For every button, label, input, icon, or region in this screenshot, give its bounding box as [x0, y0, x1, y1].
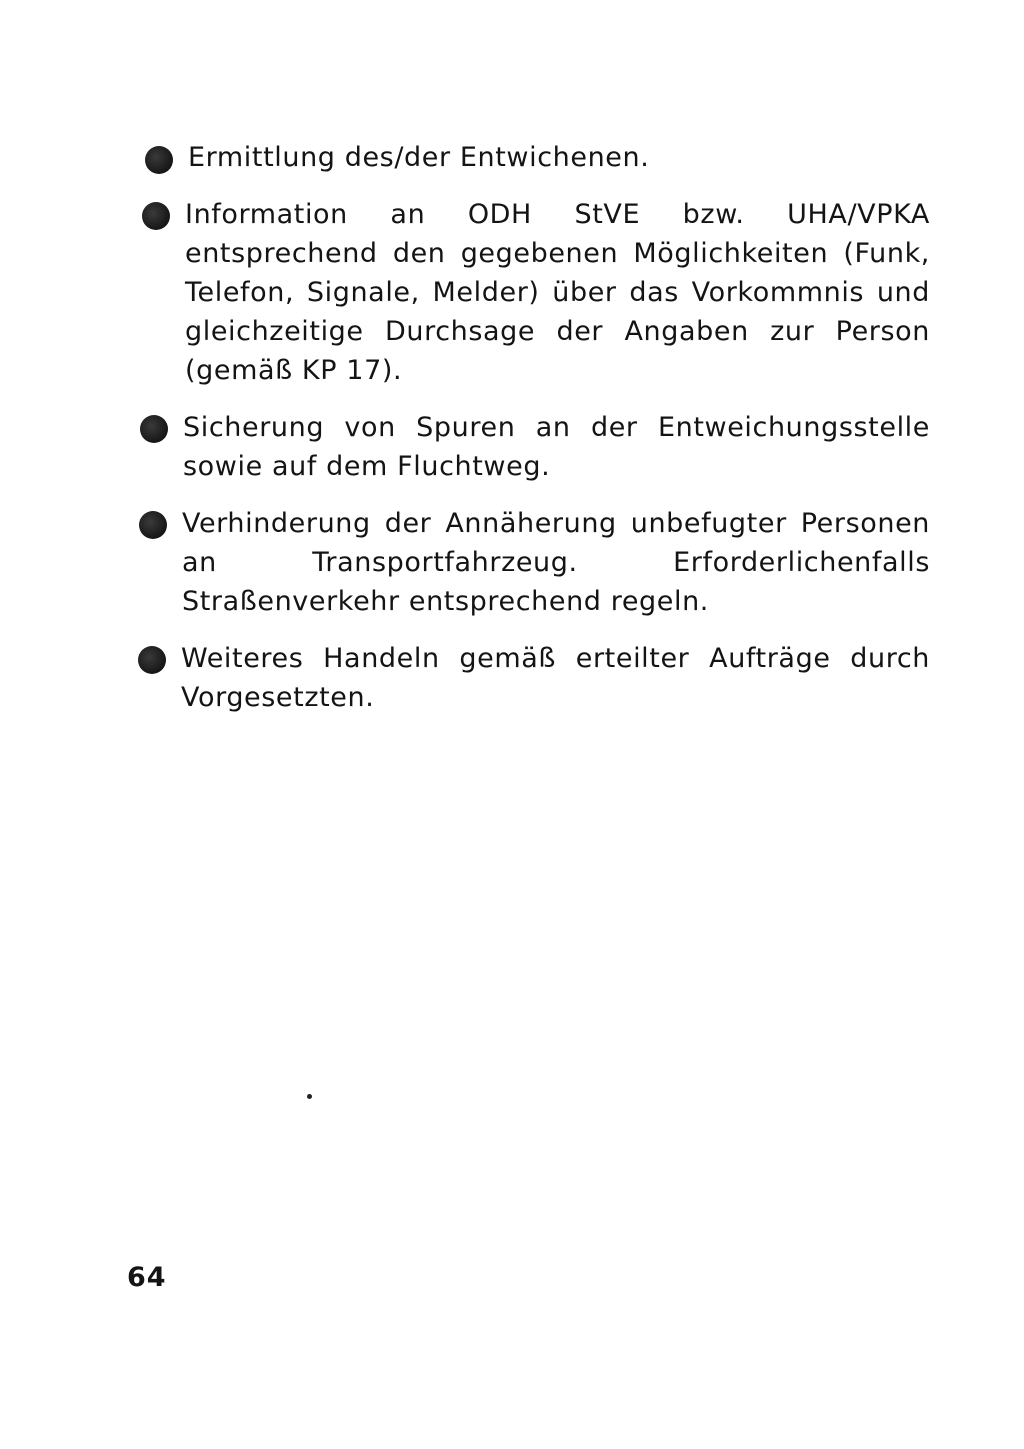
- list-item: [136, 639, 930, 717]
- page-number: 64: [127, 1262, 167, 1293]
- list-item-text: Sicherung von Spuren an der Entweichungsstelle sowie auf dem Fluchtweg.: [183, 412, 930, 482]
- list-item: [140, 195, 930, 390]
- list-item: [143, 138, 930, 177]
- action-list: [140, 138, 930, 735]
- list-item: [137, 504, 930, 621]
- list-item-text: Information an ODH StVE bzw. UHA/VPKA entsprechend den gegebenen Möglichkeiten (Funk, Telefon, Signale, Melder) über das Vorkommnis und gleichzeitige Durchsage der Angaben zur Person (gemäß KP 17).: [185, 199, 930, 386]
- bullet-icon: [145, 146, 173, 174]
- list-item-text: Ermittlung des/der Entwichenen.: [188, 142, 650, 173]
- bullet-icon: [142, 202, 170, 230]
- list-item-text: Verhinderung der Annäherung unbefugter Personen an Transportfahrzeug. Erforderlichenfalls Straßenverkehr entsprechend regeln.: [182, 508, 930, 617]
- bullet-icon: [139, 511, 167, 539]
- print-speck: [307, 1094, 312, 1099]
- bullet-icon: [140, 415, 168, 443]
- bullet-icon: [138, 646, 166, 674]
- list-item: [138, 408, 930, 486]
- list-item-text: Weiteres Handeln gemäß erteilter Aufträge durch Vorgesetzten.: [181, 643, 930, 713]
